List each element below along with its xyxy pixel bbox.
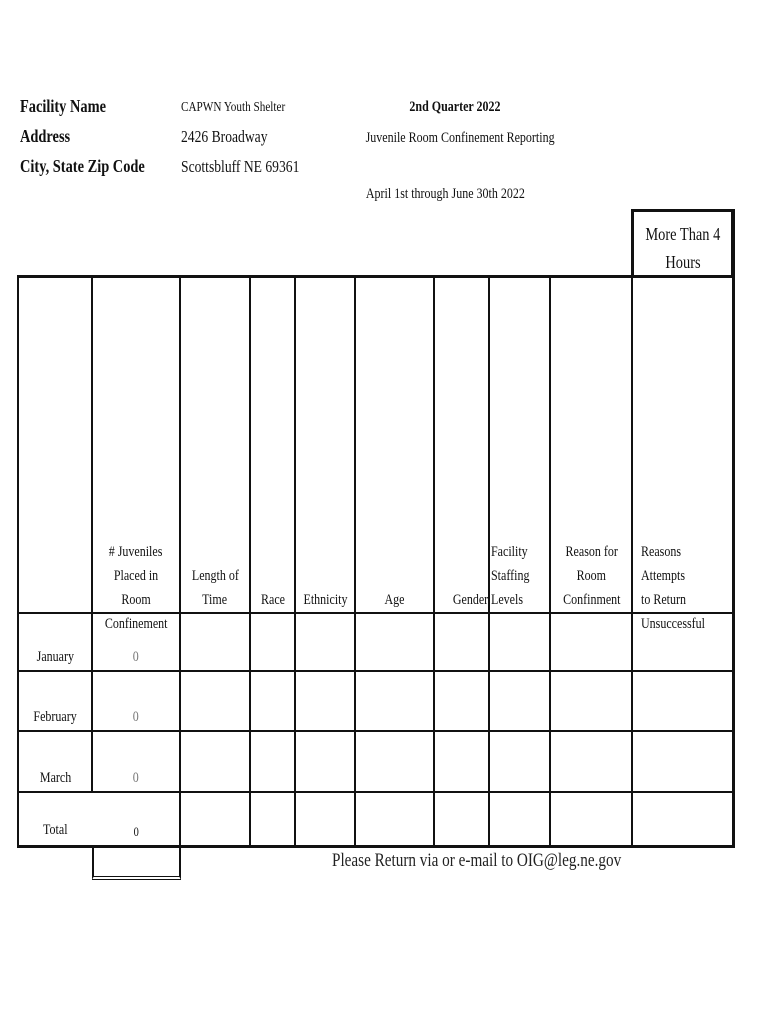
return-instructions: Please Return via or e-mail to OIG@leg.ne.gov <box>332 850 622 871</box>
col-line <box>294 275 296 848</box>
address-label: Address <box>20 126 71 146</box>
row-label-march: March <box>39 770 72 786</box>
cell-march-juveniles[interactable]: 0 <box>133 770 139 786</box>
col-line <box>249 275 251 848</box>
cell-total-juveniles: 0 <box>133 824 139 839</box>
col-line <box>433 275 435 848</box>
col-line <box>631 209 633 848</box>
reporting-period: April 1st through June 30th 2022 <box>365 186 525 202</box>
row-label-total: Total <box>43 822 68 838</box>
col-line <box>17 275 19 848</box>
cell-january-juveniles[interactable]: 0 <box>133 649 139 665</box>
facility-name-value: CAPWN Youth Shelter <box>181 100 286 115</box>
cell-february-juveniles[interactable]: 0 <box>133 709 139 725</box>
row-divider <box>17 670 735 672</box>
col-header-gender: Gender <box>452 592 488 608</box>
col-line <box>488 275 490 848</box>
report-title: Juvenile Room Confinement Reporting <box>365 130 555 146</box>
col-header-age: Age <box>384 592 405 608</box>
more-than-4-hours-header: More Than 4 Hours <box>632 209 733 276</box>
col-header-reasons-attempts-unsuccessful: Reasons Attempts to Return Unsuccessful <box>641 544 705 632</box>
facility-name-label: Facility Name <box>20 96 106 116</box>
city-state-zip-label: City, State Zip Code <box>20 156 145 176</box>
city-state-zip-value: Scottsbluff NE 69361 <box>181 157 300 176</box>
row-divider <box>17 791 735 793</box>
row-label-february: February <box>33 709 78 725</box>
col-header-staffing-levels: Facility Staffing Levels <box>491 544 530 608</box>
table-top-border <box>17 275 735 278</box>
table-right-border <box>732 209 735 848</box>
col-header-length-of-time: Length of Time <box>191 568 239 608</box>
col-header-race: Race <box>260 592 285 608</box>
signature-box <box>92 846 181 880</box>
address-value: 2426 Broadway <box>181 127 268 146</box>
row-divider <box>17 730 735 732</box>
col-header-ethnicity: Ethnicity <box>303 592 347 608</box>
col-header-juveniles: # Juveniles Placed in Room Confinement <box>104 544 168 632</box>
quarter-title: 2nd Quarter 2022 <box>409 99 501 115</box>
row-label-january: January <box>36 649 75 665</box>
col-line <box>354 275 356 848</box>
col-header-reason-for-confinement: Reason for Room Confinment <box>562 544 621 608</box>
